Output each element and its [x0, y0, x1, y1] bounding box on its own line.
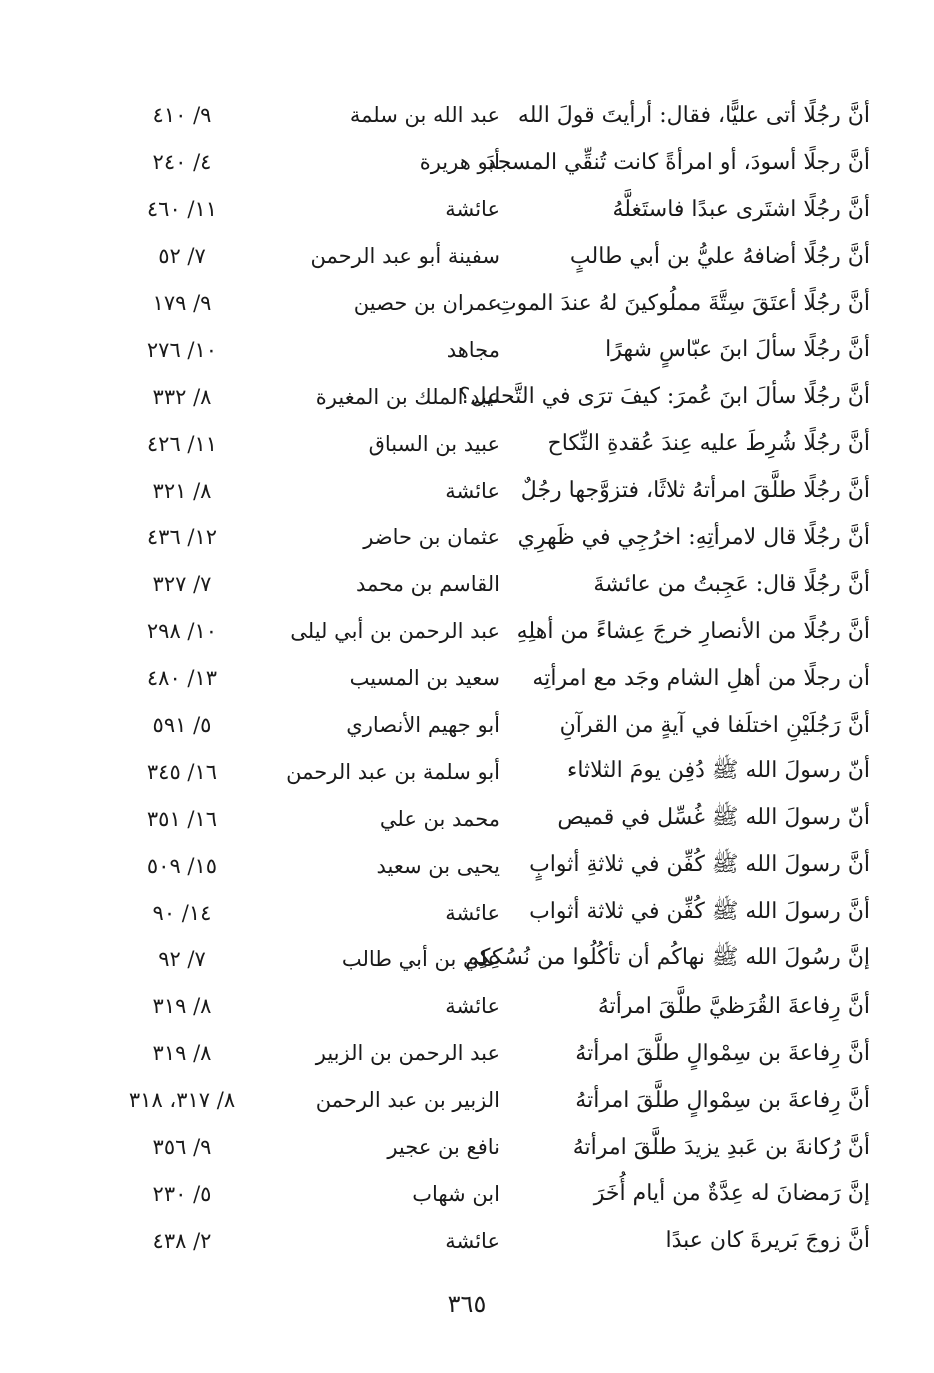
index-row: [100, 608, 870, 655]
narrator-name: أبو هريرة: [419, 150, 500, 175]
index-row: [100, 561, 870, 608]
hadith-text: أنَّ رُكانةَ بن عَبدِ يزيدَ طلَّقَ امرأتهُ: [572, 1134, 870, 1160]
index-row: [100, 186, 870, 233]
index-row: [100, 373, 870, 420]
narrator-name: عمران بن حصين: [353, 291, 500, 315]
narrator-name: عائشة: [445, 197, 500, 222]
volume-page-reference: ١٠/ ٢٩٨: [146, 619, 218, 644]
index-row: [100, 514, 870, 561]
hadith-text: أنَّ رجُلًا أتى عليًّا، فقال: أرأيتَ قولَ الله: [517, 102, 870, 128]
narrator-name: عائشة: [445, 900, 500, 925]
hadith-text: أن رجلًا من أهلِ الشام وجَد مع امرأتِه: [532, 665, 870, 691]
index-row: [100, 233, 870, 280]
index-row: [100, 1170, 870, 1217]
index-row: [100, 326, 870, 373]
index-row: [100, 936, 870, 983]
index-row: [100, 983, 870, 1030]
volume-page-reference: ٨/ ٣١٩: [152, 1041, 212, 1066]
hadith-text: أنَّ زوجَ بَريرةَ كان عبدًا: [665, 1228, 870, 1254]
index-row: [100, 1217, 870, 1264]
index-row: [100, 889, 870, 936]
narrator-name: أبو جهيم الأنصاري: [346, 713, 500, 738]
narrator-name: عائشة: [445, 1228, 500, 1253]
narrator-name: الزبير بن عبد الرحمن: [315, 1088, 500, 1113]
index-row: [100, 748, 870, 795]
volume-page-reference: ٩/ ٣٥٦: [152, 1135, 212, 1160]
narrator-name: أبو سلمة بن عبد الرحمن: [286, 759, 500, 784]
hadith-text: أنَّ رجُلًا قال: عَجِبتُ من عائشةَ: [593, 571, 870, 597]
hadith-text: أنَّ رجُلًا أضافهُ عليُّ بن أبي طالبٍ: [569, 243, 870, 269]
index-row: [100, 842, 870, 889]
hadith-text: أنَّ رجُلًا شُرِطَ عليه عِندَ عُقدةِ النِّكاح: [547, 431, 870, 457]
hadith-text: أنَّ رجلًا أسودَ، أو امرأةً كانت تُنقِّي المسجدَ: [486, 149, 870, 175]
hadith-text: أنَّ رسولَ الله ﷺ كُفِّن في ثلاثةِ أثوابٍ: [529, 851, 870, 877]
index-row: [100, 1077, 870, 1124]
hadith-text: أنَّ رجُلًا أعتَقَ سِتَّةَ مملُوكينَ لهُ عندَ الموتِ: [495, 290, 870, 316]
narrator-name: يحيى بن سعيد: [376, 853, 500, 878]
hadith-text: أنَّ رجُلًا طلَّقَ امرأتهُ ثلاثًا، فتزوَّجها رجُلٌ: [520, 478, 870, 504]
volume-page-reference: ١٦/ ٣٤٥: [146, 759, 218, 784]
volume-page-reference: ٨/ ٣١٧، ٣١٨: [128, 1088, 236, 1113]
volume-page-reference: ٧/ ٥٢: [158, 244, 206, 269]
volume-page-reference: ٩/ ٤١٠: [152, 103, 212, 128]
narrator-name: عبد الملك بن المغيرة: [315, 384, 500, 409]
narrator-name: سفينة أبو عبد الرحمن: [310, 244, 500, 269]
index-row: [100, 92, 870, 139]
volume-page-reference: ٧/ ٣٢٧: [152, 572, 212, 597]
narrator-name: علي بن أبي طالب: [341, 947, 500, 972]
volume-page-reference: ٨/ ٣٣٢: [152, 384, 212, 409]
hadith-text: أنَّ رِفاعةَ القُرَظيَّ طلَّقَ امرأتهُ: [597, 993, 870, 1019]
hadith-text: أنَّ رَجُلَيْنِ اختلَفا في آيةٍ من القرآنِ: [559, 712, 870, 738]
volume-page-reference: ١٥/ ٥٠٩: [146, 853, 218, 878]
index-row: [100, 1030, 870, 1077]
index-row: [100, 655, 870, 702]
index-row: [100, 420, 870, 467]
volume-page-reference: ٨/ ٣٢١: [152, 478, 212, 503]
narrator-name: ابن شهاب: [412, 1181, 500, 1206]
hadith-text: أنّ رسولَ الله ﷺ دُفِن يومَ الثلاثاء: [566, 757, 870, 783]
volume-page-reference: ٧/ ٩٢: [158, 947, 206, 972]
volume-page-reference: ١٤/ ٩٠: [152, 900, 212, 925]
hadith-text: إنَّ رَمضانَ له عِدَّةٌ من أيام أُخَرَ: [593, 1181, 870, 1207]
volume-page-reference: ٨/ ٣١٩: [152, 994, 212, 1019]
index-row: [100, 280, 870, 327]
narrator-name: القاسم بن محمد: [356, 572, 500, 597]
narrator-name: عبد الله بن سلمة: [349, 103, 500, 128]
volume-page-reference: ١٠/ ٢٧٦: [146, 337, 218, 362]
volume-page-reference: ١١/ ٤٢٦: [146, 431, 218, 456]
hadith-index-table: [100, 92, 870, 1264]
hadith-text: إنَّ رسُولَ الله ﷺ نهاكُم أن تأكُلُوا من نُسُكِكِم: [465, 945, 870, 971]
narrator-name: عبد الرحمن بن الزبير: [315, 1041, 500, 1066]
narrator-name: عائشة: [445, 478, 500, 503]
index-row: [100, 795, 870, 842]
hadith-text: أنَّ رِفاعةَ بن سِمْوالٍ طلَّقَ امرأتهُ: [575, 1040, 870, 1066]
volume-page-reference: ٥/ ٥٩١: [152, 713, 212, 738]
narrator-name: سعيد بن المسيب: [349, 666, 500, 691]
hadith-text: أنّ رسولَ الله ﷺ غُسِّل في قميص: [557, 804, 870, 830]
index-row: [100, 139, 870, 186]
index-row: [100, 467, 870, 514]
hadith-text: أنَّ رجُلًا قال لامرأتِهِ: اخرُجِي في ظَهرِي: [517, 524, 870, 550]
volume-page-reference: ١٣/ ٤٨٠: [146, 666, 218, 691]
narrator-name: عبيد بن السباق: [368, 431, 500, 456]
volume-page-reference: ٥/ ٢٣٠: [152, 1181, 212, 1206]
narrator-name: عائشة: [445, 994, 500, 1019]
narrator-name: نافع بن عجير: [387, 1135, 500, 1160]
volume-page-reference: ٤/ ٢٤٠: [152, 150, 212, 175]
narrator-name: محمد بن علي: [379, 806, 500, 831]
narrator-name: عثمان بن حاضر: [363, 525, 500, 550]
volume-page-reference: ١١/ ٤٦٠: [146, 197, 218, 222]
volume-page-reference: ٢/ ٤٣٨: [152, 1228, 212, 1253]
hadith-text: أنَّ رجُلًا سألَ ابنَ عبّاسٍ شهرًا: [605, 337, 870, 363]
hadith-text: أنَّ رسولَ الله ﷺ كُفِّن في ثلاثة أثواب: [529, 898, 870, 924]
volume-page-reference: ١٢/ ٤٣٦: [146, 525, 218, 550]
narrator-name: مجاهد: [446, 337, 500, 362]
narrator-name: عبد الرحمن بن أبي ليلى: [290, 619, 500, 644]
hadith-text: أنَّ رجُلًا سألَ ابنَ عُمرَ: كيفَ ترَى في التَّحليل؟: [458, 384, 870, 410]
hadith-text: أنَّ رِفاعةَ بن سِمْوالٍ طلَّقَ امرأتهُ: [575, 1087, 870, 1113]
page-number: ٣٦٥: [447, 1290, 487, 1318]
index-row: [100, 702, 870, 749]
volume-page-reference: ٩/ ١٧٩: [152, 291, 212, 315]
hadith-text: أنَّ رجُلًا اشتَرى عبدًا فاستَغلَّهُ: [612, 196, 870, 222]
volume-page-reference: ١٦/ ٣٥١: [146, 806, 218, 831]
index-row: [100, 1124, 870, 1171]
hadith-text: أنَّ رجُلًا من الأنصارِ خرجَ عِشاءً من أهلِهِ: [516, 618, 870, 644]
